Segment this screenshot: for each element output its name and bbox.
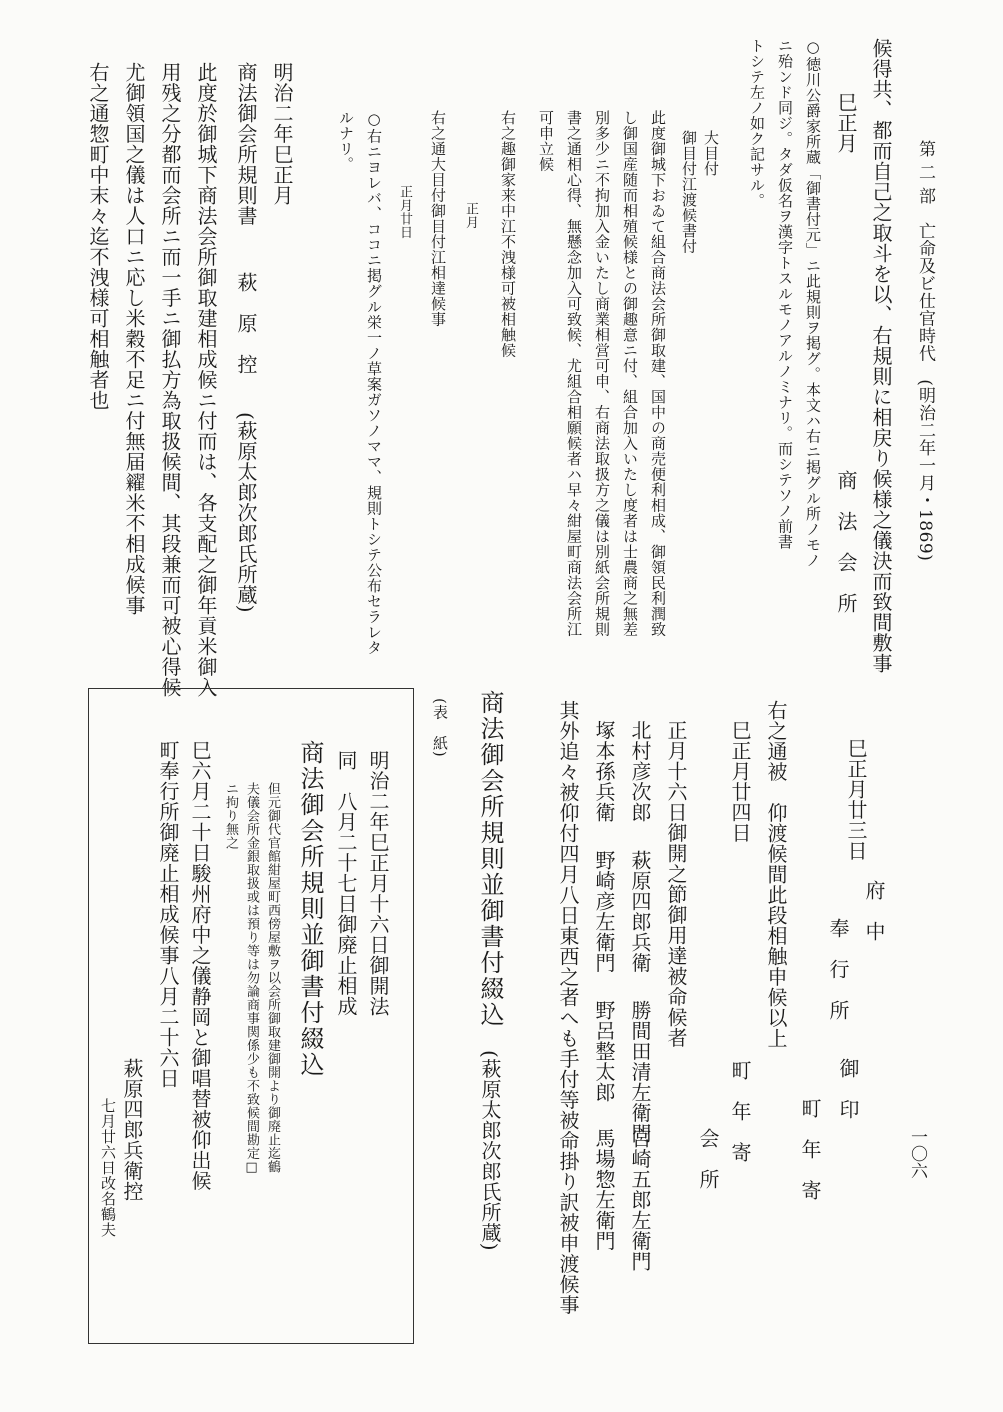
box-col-8: 町奉行所御廃止相成候事八月二十六日 [156, 740, 180, 1089]
upper-col-18: ルナリ。 [337, 110, 355, 172]
upper-col-16: 正月廿日 [397, 185, 412, 239]
upper-col-3: ○徳川公爵家所蔵「御書付元」ニ此規則ヲ掲グ。本文ハ右ニ掲グル所ノモノ [804, 38, 822, 568]
lower-col-10-source: (萩原太郎次郎氏所蔵) [478, 1050, 502, 1252]
upper-col-21: 此度於御城下商法会所御取建相成候ニ付而は、各支配之御年貢米御入 [194, 62, 218, 698]
upper-col-14: 正月 [463, 202, 478, 229]
lower-col-7c: 勝間田清左衛門 [628, 1000, 652, 1144]
upper-col-17: ○右ニヨレバ、ココニ掲グル栄一ノ草案ガソノママ、規則トシテ公布セラレタ [365, 110, 383, 656]
lower-col-4-machidoshiyori: 町 年 寄 [728, 1060, 752, 1163]
lower-col-11-cover-label: (表 紙) [431, 698, 449, 758]
lower-col-10-title: 商法御会所規則並御書付綴込 [476, 690, 504, 1028]
upper-col-9: し御国産随而相殖候様との御趣意ニ付、組合加入いたし度者は士農商之無差 [621, 110, 639, 637]
lower-col-1-fuchu: 府 中 [862, 880, 886, 942]
lower-col-8b: 野崎彦左衛門 [592, 850, 616, 973]
lower-col-1-bugyosho: 奉 行 所 [826, 918, 850, 1021]
page-number: 一〇六 [907, 1128, 927, 1179]
upper-col-2-office: 商 法 会 所 [834, 470, 858, 614]
lower-col-6: 正月十六日御開之節御用達被命候者 [664, 720, 688, 1048]
lower-col-1-seal: 御 印 [836, 1058, 860, 1120]
upper-col-20-title: 商法御会所規則書 [234, 62, 258, 226]
lower-col-1-date: 巳正月廿三日 [844, 738, 868, 861]
lower-col-7a: 北村彦次郎 [628, 720, 652, 823]
box-col-1: 明治二年巳正月十六日御開法 [366, 750, 390, 1017]
upper-col-10: 別多少ニ不拘加入金いたし商業相営可申、右商法取扱方之儀は別紙会所規則 [593, 110, 611, 637]
box-col-10-rename: 七月廿六日改名鶴夫 [99, 1098, 117, 1238]
upper-col-15: 右之通大目付御目付江相達候事 [429, 110, 447, 327]
lower-col-8c: 野呂整太郎 [592, 1000, 616, 1103]
box-col-5: 夫儀会所金銀取扱或は預り等は勿論商事関係少も不致候間勘定□ [244, 782, 259, 1176]
upper-col-5: トシテ左ノ如ク記サル。 [748, 38, 766, 209]
lower-col-8a: 塚本孫兵衛 [592, 720, 616, 823]
upper-col-2-date: 巳正月 [834, 92, 858, 154]
upper-col-20-author: 萩 原 控 [234, 272, 258, 375]
lower-col-4-date: 巳正月廿四日 [728, 720, 752, 843]
upper-col-23: 尤御領国之儀は人口ニ応し米穀不足ニ付無届糴米不相成候事 [122, 62, 146, 616]
upper-col-11: 書之通相心得、無懸念加入可致候、尤組合相願候者ハ早々紺屋町商法会所江 [565, 110, 583, 637]
box-col-6: ニ拘り無之 [223, 782, 238, 850]
box-col-9-author: 萩原四郎兵衛控 [120, 1058, 144, 1202]
upper-col-22: 用残之分都而会所ニ而一手ニ御払方為取扱候間、其段兼而可被心得候 [158, 62, 182, 698]
upper-col-19: 明治二年巳正月 [270, 62, 294, 206]
lower-col-5-kaisho: 会 所 [696, 1128, 720, 1190]
upper-col-12: 可申立候 [537, 110, 555, 172]
upper-col-8: 此度御城下おゐて組合商法会所御取建、国中の商売便利相成、御領民利潤致 [649, 110, 667, 637]
running-head: 第 二 部 亡命及ビ仕官時代 (明治二年一月・1869) [915, 140, 935, 562]
upper-col-7: 御目付江渡候書付 [680, 130, 698, 254]
lower-col-7d: 宮崎五郎左衛門 [628, 1128, 652, 1272]
lower-col-3: 右之通被 仰渡候間此段相触申候以上 [764, 700, 788, 1049]
upper-col-24: 右之通惣町中末々迄不洩様可相触者也 [86, 62, 110, 411]
box-col-2: 同 八月二十七日御廃止相成 [334, 750, 358, 1017]
upper-col-4: ニ殆ンド同ジ。タダ仮名ヲ漢字トスルモノアルノミナリ。而シテソノ前書 [776, 38, 794, 550]
lower-col-8d: 馬場惣左衛門 [592, 1128, 616, 1251]
lower-col-9: 其外追々被仰付四月八日東西之者へも手付等被命掛り訳被申渡候事 [556, 700, 580, 1315]
upper-col-13: 右之趣御家来中江不洩様可被相触候 [499, 110, 517, 358]
upper-col-6: 大目付 [702, 130, 720, 177]
box-col-3-title: 商法御会所規則並御書付綴込 [296, 740, 324, 1078]
lower-col-2-machidoshiyori: 町 年 寄 [798, 1098, 822, 1201]
upper-col-1: 候得共、都而自己之取斗を以、右規則に相戻り候様之儀決而致間敷事 [869, 38, 893, 674]
box-col-7: 巳六月二十日駿州府中之儀静岡と御唱替被仰出候 [188, 740, 212, 1191]
box-col-4: 但元御代官館紺屋町西傍屋敷ヲ以会所御取建御開より御廃止迄鶴 [265, 782, 280, 1174]
upper-col-20-source: (萩原太郎次郎氏所蔵) [234, 412, 258, 614]
lower-col-7b: 萩原四郎兵衛 [628, 850, 652, 973]
